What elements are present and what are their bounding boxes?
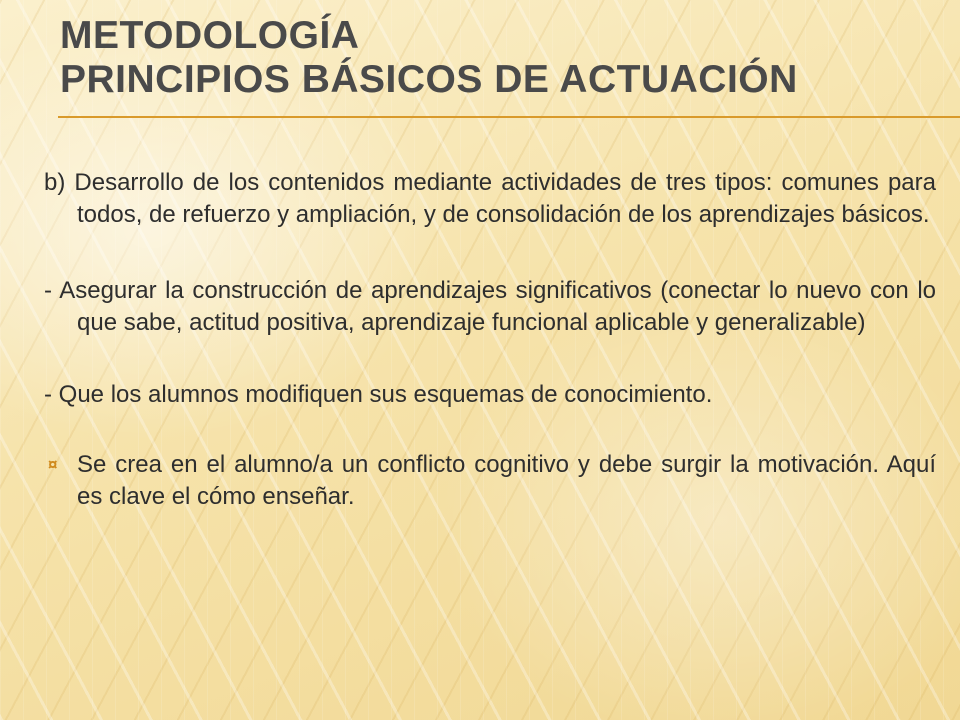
paragraph-text: mediante actividades de tres tipos: comunes para todos, de refuerzo y ampliación, y de consolidación de los aprendizajes básicos. — [77, 169, 936, 228]
paragraph-aprendizajes: - Asegurar la construcción de aprendizajes significativos (conectar lo nuevo con lo que sabe, actitud positiva, aprendizaje funcional aplicable y generalizable) — [44, 277, 936, 336]
paragraph-desarrollo — [44, 167, 936, 231]
title-line-1: METODOLOGÍA — [60, 14, 360, 57]
paragraph-emphasis: Desarrollo de los contenidos — [74, 169, 385, 196]
title-divider — [58, 116, 960, 118]
slide-content — [44, 167, 936, 513]
bullet-icon: ¤ — [48, 455, 58, 474]
paragraph-esquemas: - Que los alumnos modifiquen sus esquemas de conocimiento. — [44, 381, 713, 408]
bullet-item-conflicto — [44, 449, 936, 513]
bullet-item-text: Se crea en el alumno/a un conflicto cognitivo y debe surgir la motivación. Aquí es clave el cómo enseñar. — [77, 451, 936, 510]
slide-title — [60, 14, 880, 102]
title-line-2: PRINCIPIOS BÁSICOS DE ACTUACIÓN — [60, 58, 798, 101]
paragraph-prefix: b) — [44, 169, 75, 196]
